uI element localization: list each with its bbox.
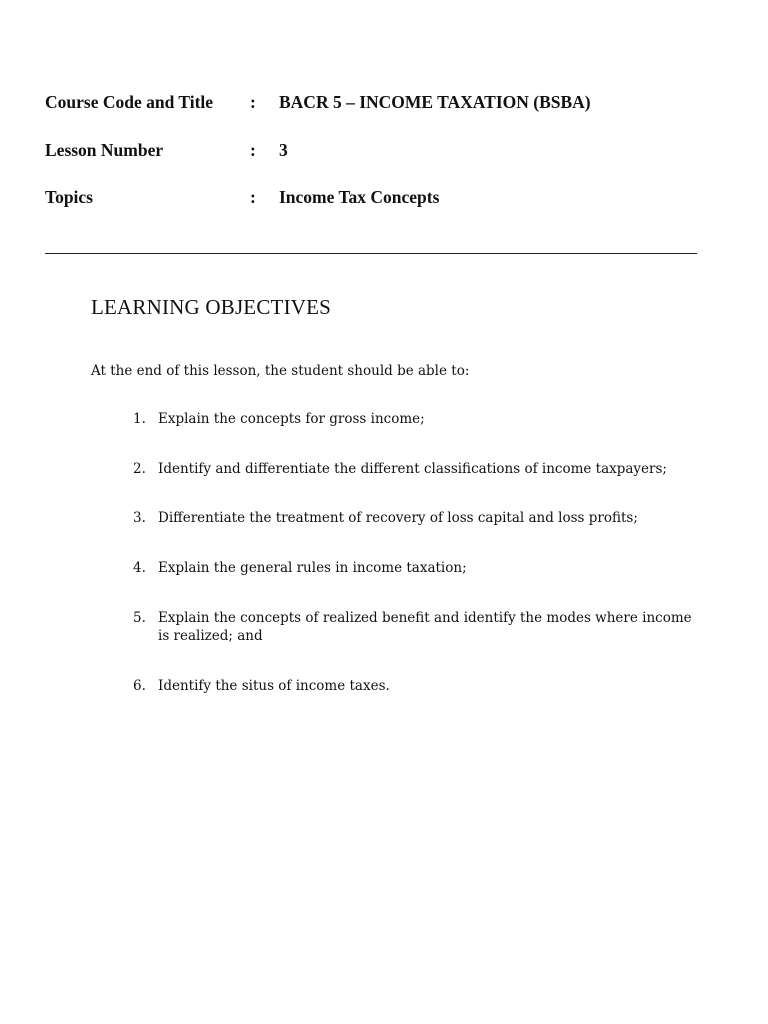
objective-item (91, 609, 701, 645)
objective-item (91, 460, 701, 478)
objective-number: 6. (133, 678, 146, 694)
objective-item (91, 677, 701, 695)
objective-text: Explain the general rules in income taxation; (158, 560, 467, 576)
lesson-number-value: 3 (279, 140, 288, 160)
objective-number: 2. (133, 461, 146, 477)
topics-label: Topics (45, 187, 93, 207)
objective-number: 3. (133, 510, 146, 526)
topics-separator: : (250, 187, 256, 207)
lesson-number-label: Lesson Number (45, 140, 164, 160)
objective-number: 5. (133, 610, 146, 626)
learning-objectives-heading: LEARNING OBJECTIVES (91, 295, 332, 319)
objective-number: 1. (133, 411, 146, 427)
header-divider (45, 253, 697, 254)
objective-text: Identify the situs of income taxes. (158, 678, 390, 694)
topics-value: Income Tax Concepts (279, 187, 440, 207)
objective-item (91, 410, 701, 428)
objective-item (91, 559, 701, 577)
objective-number: 4. (133, 560, 146, 576)
course-code-label: Course Code and Title (45, 92, 214, 112)
lesson-number-separator: : (250, 140, 256, 160)
objective-text: Explain the concepts of realized benefit and identify the modes where income is realized; and (158, 610, 692, 644)
objective-text: Identify and differentiate the different classifications of income taxpayers; (158, 461, 667, 477)
objective-text: Explain the concepts for gross income; (158, 411, 425, 427)
objective-text: Differentiate the treatment of recovery of loss capital and loss profits; (158, 510, 638, 526)
course-code-value: BACR 5 – INCOME TAXATION (BSBA) (279, 92, 591, 112)
objectives-intro: At the end of this lesson, the student should be able to: (91, 363, 470, 379)
course-code-separator: : (250, 92, 256, 112)
objective-item (91, 509, 701, 527)
